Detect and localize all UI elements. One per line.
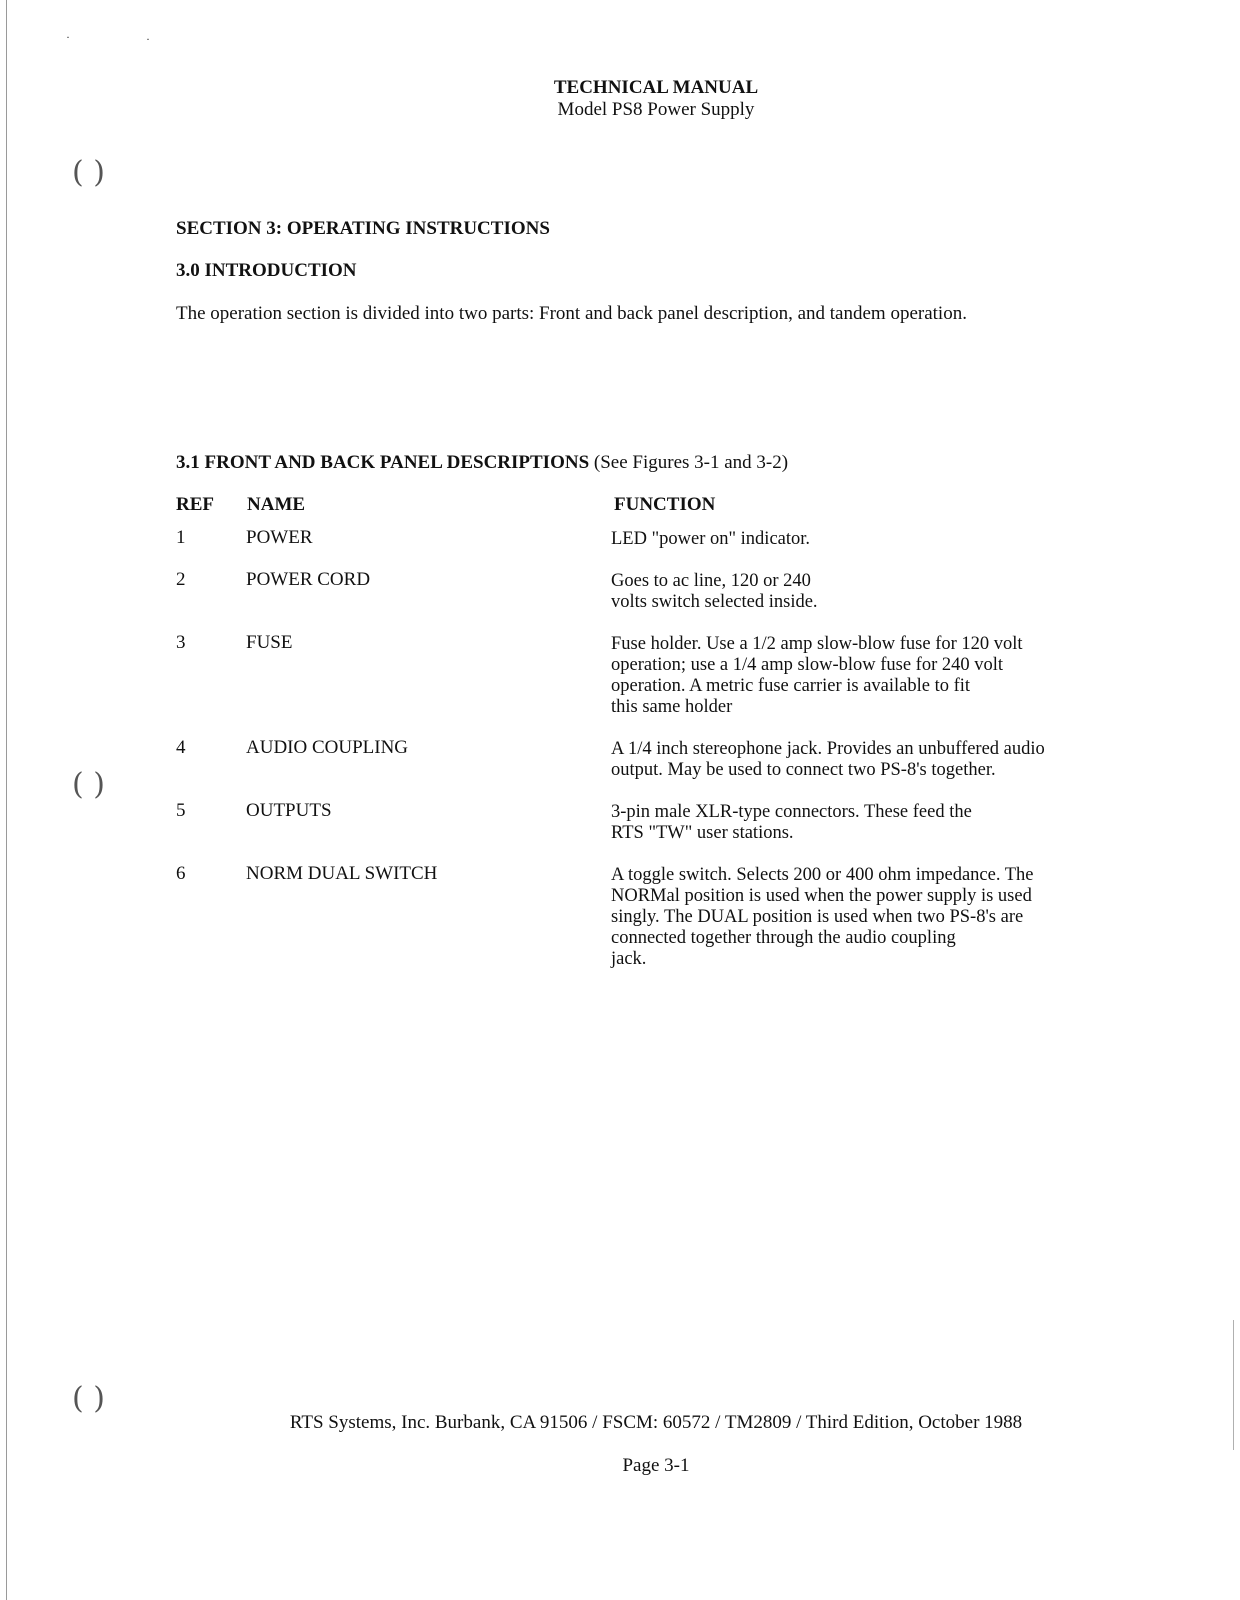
panel-heading-reference: (See Figures 3-1 and 3-2) [593, 452, 789, 473]
column-header-function: FUNCTION [614, 494, 716, 515]
binder-hole-icon: ( ) [72, 155, 105, 190]
panel-descriptions-heading [176, 452, 788, 474]
document-subtitle: Model PS8 Power Supply [557, 99, 755, 120]
binder-hole-icon: ( ) [72, 767, 105, 802]
row-function: A toggle switch. Selects 200 or 400 ohm impedance. The NORMal position is used when the power supply is used singly. The DUAL position is used when two PS-8's are connected together through the audio coupling jack. [611, 865, 1034, 969]
row-ref: 4 [176, 737, 186, 758]
row-function: Fuse holder. Use a 1/2 amp slow-blow fuse for 120 volt operation; use a 1/4 amp slow-blow fuse for 240 volt operation. A metric fuse carrier is available to fit this same holder [611, 634, 1023, 717]
scan-speck: · [66, 30, 70, 44]
intro-heading: 3.0 INTRODUCTION [176, 260, 357, 281]
section-title: SECTION 3: OPERATING INSTRUCTIONS [176, 218, 550, 239]
column-header-ref: REF [176, 494, 214, 515]
binder-hole-icon: ( ) [72, 1381, 105, 1416]
document-title: TECHNICAL MANUAL [553, 77, 759, 98]
row-ref: 2 [176, 569, 186, 590]
row-name: POWER CORD [246, 569, 371, 590]
row-name: OUTPUTS [246, 800, 332, 821]
row-ref: 3 [176, 632, 186, 653]
row-name: POWER [246, 527, 313, 548]
row-ref: 1 [176, 527, 186, 548]
scan-speck: · [146, 32, 150, 46]
row-name: NORM DUAL SWITCH [246, 863, 438, 884]
intro-paragraph: The operation section is divided into two parts: Front and back panel description, and tandem operation. [176, 303, 967, 324]
row-function: 3-pin male XLR-type connectors. These feed the RTS "TW" user stations. [611, 802, 972, 843]
column-header-name: NAME [247, 494, 306, 515]
row-function: A 1/4 inch stereophone jack. Provides an unbuffered audio output. May be used to connect two PS-8's together. [611, 739, 1045, 780]
row-function: LED "power on" indicator. [611, 529, 811, 549]
binding-margin-line [6, 0, 7, 1600]
publisher-footer: RTS Systems, Inc. Burbank, CA 91506 / FSCM: 60572 / TM2809 / Third Edition, October 1988 [289, 1412, 1023, 1433]
page-number: Page 3-1 [622, 1455, 690, 1476]
row-name: AUDIO COUPLING [246, 737, 409, 758]
row-name: FUSE [246, 632, 293, 653]
row-ref: 5 [176, 800, 186, 821]
row-function: Goes to ac line, 120 or 240 volts switch selected inside. [611, 571, 818, 612]
panel-heading-text: 3.1 FRONT AND BACK PANEL DESCRIPTIONS [176, 452, 590, 473]
row-ref: 6 [176, 863, 186, 884]
